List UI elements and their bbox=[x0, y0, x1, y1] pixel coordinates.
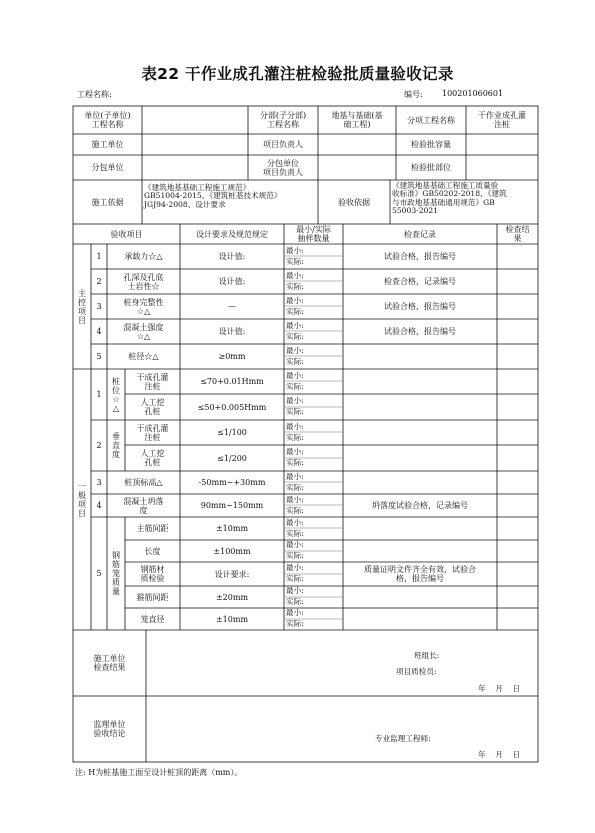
actual-sample-label: 实际: bbox=[286, 331, 304, 341]
project-manager-label: 项目负责人 bbox=[263, 140, 303, 149]
main-item-2-no: 2 bbox=[96, 277, 102, 286]
actual-sample-label: 实际: bbox=[286, 306, 304, 316]
general-item-3-name: 桩顶标高△ bbox=[124, 478, 163, 487]
construction-basis-value: 《建筑地基基础工程施工规范》 GB51004-2015、《建筑桩基技术规范》 JGJ94-2008、设计要求 bbox=[144, 183, 282, 209]
general-item-2b-name: 人工挖 孔桩 bbox=[140, 449, 165, 467]
main-item-1-record: 试验合格，报告编号 bbox=[384, 252, 456, 261]
column-sampling: 最小/实际 抽样数量 bbox=[296, 225, 331, 243]
subitem-label: 分项工程名称 bbox=[407, 115, 455, 125]
general-item-5a-name: 主筋间距 bbox=[136, 524, 169, 533]
min-sample-label: 最小: bbox=[286, 494, 304, 504]
min-sample-label: 最小: bbox=[286, 608, 304, 617]
page-title: 表22 干作业成孔灌注桩检验批质量验收记录 bbox=[141, 65, 454, 83]
main-item-1-no: 1 bbox=[96, 252, 102, 261]
main-item-4-no: 4 bbox=[96, 327, 102, 336]
actual-sample-label: 实际: bbox=[286, 432, 304, 442]
main-item-5-no: 5 bbox=[96, 352, 102, 361]
min-sample-label: 最小: bbox=[286, 320, 304, 330]
main-item-4-design: 设计值: bbox=[218, 327, 246, 336]
general-item-5c-name: 钢筋材 质检验 bbox=[140, 565, 165, 583]
main-item-3-design: — bbox=[228, 302, 236, 311]
min-sample-label: 最小: bbox=[286, 421, 304, 431]
actual-sample-label: 实际: bbox=[286, 407, 304, 416]
column-record: 检查记录 bbox=[404, 229, 436, 239]
actual-sample-label: 实际: bbox=[286, 381, 304, 391]
form-number: 100201060601 bbox=[442, 89, 504, 98]
general-item-5b-design: ±100mm bbox=[213, 546, 251, 556]
general-item-5a-design: ±10mm bbox=[215, 524, 249, 533]
general-item-5-no: 5 bbox=[96, 569, 102, 578]
min-sample-label: 最小: bbox=[286, 370, 304, 380]
form-number-label: 编号: bbox=[404, 90, 423, 99]
subcontract-unit-label: 分包单位 bbox=[91, 163, 124, 172]
main-item-3-record: 试验合格，报告编号 bbox=[384, 302, 456, 311]
general-item-5-group: 钢 筋 笼 质 量 bbox=[112, 551, 120, 596]
acceptance-basis-label: 验收依据 bbox=[338, 197, 370, 207]
general-item-5b-name: 长度 bbox=[144, 546, 161, 556]
supervision-date: 年 月 日 bbox=[478, 750, 521, 759]
main-item-1-name: 承载力☆△ bbox=[124, 252, 163, 261]
actual-sample-label: 实际: bbox=[286, 505, 304, 515]
general-item-1-no: 1 bbox=[96, 390, 102, 399]
actual-sample-label: 实际: bbox=[286, 574, 304, 583]
min-sample-label: 最小: bbox=[286, 563, 304, 572]
general-item-5e-design: ±10mm bbox=[215, 614, 249, 624]
batch-location-label: 检验批部位 bbox=[411, 163, 451, 172]
column-result: 检查结 果 bbox=[505, 225, 530, 243]
actual-sample-label: 实际: bbox=[286, 256, 304, 266]
min-sample-label: 最小: bbox=[286, 345, 304, 355]
main-control-group-label: 主 控 项 目 bbox=[78, 288, 86, 325]
supervision-label: 监理单位 验收结论 bbox=[93, 720, 126, 738]
unit-project-label: 单位(子单位) 工程名称 bbox=[84, 111, 131, 129]
main-item-2-record: 检查合格，记录编号 bbox=[384, 277, 456, 286]
main-item-2-design: 设计值: bbox=[218, 277, 246, 286]
column-items: 验收项目 bbox=[110, 229, 143, 239]
general-item-4-name: 混凝土坍落 度 bbox=[123, 496, 164, 515]
main-item-3-no: 3 bbox=[96, 302, 102, 311]
footnote: 注: H为桩基施工面至设计桩顶的距离（mm）。 bbox=[75, 768, 243, 777]
min-sample-label: 最小: bbox=[286, 245, 304, 255]
general-item-2a-name: 干成孔灌 注桩 bbox=[136, 423, 169, 442]
main-item-4-name: 混凝土强度 ☆△ bbox=[123, 322, 164, 341]
actual-sample-label: 实际: bbox=[286, 551, 304, 560]
general-item-1a-design: ≤70+0.01Hmm bbox=[200, 377, 264, 386]
general-item-2-group: 垂 直 度 bbox=[112, 432, 120, 459]
team-leader-label: 班组长: bbox=[414, 651, 440, 660]
general-item-2a-design: ≤1/100 bbox=[217, 428, 247, 437]
construction-check-date: 年 月 日 bbox=[478, 684, 521, 693]
general-item-2b-design: ≤1/200 bbox=[217, 453, 247, 463]
subcontract-manager-label: 分包单位 项目负责人 bbox=[263, 158, 303, 177]
general-item-3-design: -50mm~+30mm bbox=[198, 478, 266, 487]
general-item-5c-design: 设计要求: bbox=[214, 569, 250, 579]
general-item-4-no: 4 bbox=[96, 501, 102, 510]
min-sample-label: 最小: bbox=[286, 471, 304, 481]
min-sample-label: 最小: bbox=[286, 586, 304, 595]
division-value: 地基与基础(基 础工程) bbox=[331, 111, 383, 129]
construction-unit-label: 施工单位 bbox=[91, 140, 124, 149]
min-sample-label: 最小: bbox=[286, 270, 304, 280]
actual-sample-label: 实际: bbox=[286, 619, 304, 628]
division-label: 分部(子分部) 工程名称 bbox=[259, 111, 307, 129]
general-item-5d-design: ±20mm bbox=[215, 592, 249, 602]
general-item-4-design: 90mm~150mm bbox=[200, 501, 264, 510]
actual-sample-label: 实际: bbox=[286, 281, 304, 291]
general-item-3-no: 3 bbox=[96, 478, 102, 487]
min-sample-label: 最小: bbox=[286, 295, 304, 305]
column-design: 设计要求及规范规定 bbox=[196, 229, 268, 239]
min-sample-label: 最小: bbox=[286, 396, 304, 405]
min-sample-label: 最小: bbox=[286, 447, 304, 456]
general-item-5e-name: 笼直径 bbox=[140, 614, 165, 624]
supervision-engineer-label: 专业监理工程师: bbox=[375, 734, 431, 743]
construction-check-label: 施工单位 检查结果 bbox=[93, 654, 126, 672]
subitem-value: 干作业成孔灌 注桩 bbox=[478, 111, 526, 129]
quality-inspector-label: 项目质检员: bbox=[396, 667, 437, 676]
main-item-3-name: 桩身完整性 ☆△ bbox=[123, 297, 164, 316]
min-sample-label: 最小: bbox=[286, 540, 304, 549]
min-sample-label: 最小: bbox=[286, 517, 304, 527]
acceptance-basis-value: 《建筑地基基础工程施工质量验 收标准》GB50202-2018、《建筑 与市政地基基础通用规范》GB 55003-2021 bbox=[392, 181, 507, 216]
general-group-label: 一 般 项 目 bbox=[78, 481, 86, 518]
actual-sample-label: 实际: bbox=[286, 482, 304, 492]
actual-sample-label: 实际: bbox=[286, 458, 304, 467]
main-item-2-name: 孔深及孔底 土岩性☆ bbox=[123, 272, 164, 291]
general-item-2-no: 2 bbox=[96, 441, 102, 450]
general-item-4-record: 坍落度试验合格，记录编号 bbox=[372, 501, 468, 510]
batch-capacity-label: 检验批容量 bbox=[411, 140, 451, 149]
main-item-5-design: ≥0mm bbox=[218, 352, 246, 361]
main-item-1-design: 设计值: bbox=[218, 252, 246, 261]
main-item-4-record: 试验合格，报告编号 bbox=[384, 327, 456, 336]
actual-sample-label: 实际: bbox=[286, 597, 304, 606]
general-item-1b-name: 人工挖 孔桩 bbox=[140, 398, 165, 416]
general-item-1a-name: 干成孔灌 注桩 bbox=[136, 372, 169, 391]
general-item-1-group: 桩 位 ☆ △ bbox=[112, 376, 120, 413]
general-item-5d-name: 箍筋间距 bbox=[136, 592, 169, 602]
general-item-1b-design: ≤50+0.005Hmm bbox=[197, 402, 267, 412]
general-item-5c-record: 质量证明文件齐全有效，试验合 格，报告编号 bbox=[364, 565, 476, 583]
actual-sample-label: 实际: bbox=[286, 528, 304, 538]
construction-basis-label: 施工依据 bbox=[91, 197, 124, 207]
actual-sample-label: 实际: bbox=[286, 356, 304, 366]
project-name-label: 工程名称: bbox=[77, 90, 112, 99]
main-item-5-name: 桩径☆△ bbox=[128, 352, 159, 361]
